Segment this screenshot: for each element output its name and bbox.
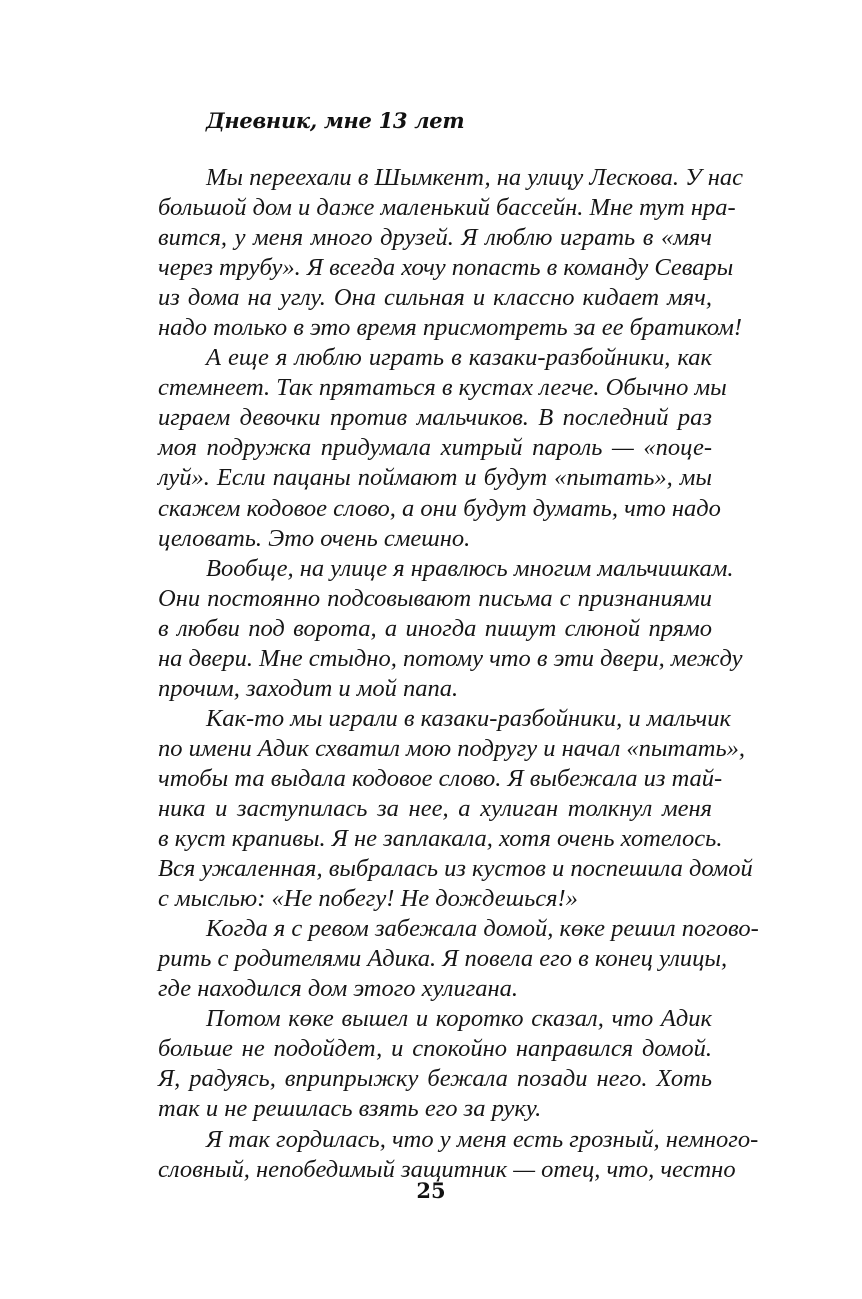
text-line: Вся ужаленная, выбралась из кустов и поспешила домой <box>158 855 753 883</box>
text-line: моя подружка придумала хитрый пароль — «поце- <box>158 434 712 462</box>
text-line: стемнеет. Так прятаться в кустах легче. Обычно мы <box>158 374 727 402</box>
text-line: рить с родителями Адика. Я повела его в конец улицы, <box>158 945 728 973</box>
text-line: Когда я с ревом забежала домой, көке решил погово- <box>206 915 759 943</box>
text-line: так и не решилась взять его за руку. <box>158 1095 542 1123</box>
text-line: А еще я люблю играть в казаки-разбойники, как <box>206 344 712 372</box>
text-line: луй». Если пацаны поймают и будут «пытать», мы <box>158 464 712 492</box>
text-line: вится, у меня много друзей. Я люблю играть в «мяч <box>158 224 712 252</box>
section-title: Дневник, мне 13 лет <box>206 108 465 133</box>
paragraph <box>158 704 753 914</box>
page-number: 25 <box>416 1178 446 1203</box>
text-line: чтобы та выдала кодовое слово. Я выбежала из тай- <box>158 764 723 792</box>
text-line: Как-то мы играли в казаки-разбойники, и мальчик <box>206 704 731 732</box>
text-line: Мы переехали в Шымкент, на улицу Лескова. У нас <box>206 164 744 191</box>
text-line: Потом көке вышел и коротко сказал, что Адик <box>206 1005 712 1033</box>
text-line: надо только в это время присмотреть за ее братиком! <box>158 314 743 342</box>
text-line: словный, непобедимый защитник — отец, что, честно <box>158 1155 736 1183</box>
text-line: Вообще, на улице я нравлюсь многим мальчишкам. <box>206 554 734 582</box>
text-line: Они постоянно подсовывают письма с признаниями <box>158 584 712 612</box>
paragraph <box>158 343 727 553</box>
paragraph <box>158 1004 712 1124</box>
text-line: на двери. Мне стыдно, потому что в эти двери, между <box>158 644 743 672</box>
text-line: из дома на углу. Она сильная и классно кидает мяч, <box>158 284 712 312</box>
text-line: скажем кодовое слово, а они будут думать, что надо <box>158 494 721 522</box>
text-line: большой дом и даже маленький бассейн. Мне тут нра- <box>158 194 736 222</box>
text-line: Я так гордилась, что у меня есть грозный, немного- <box>206 1125 759 1153</box>
text-line: больше не подойдет, и спокойно направился домой. <box>158 1035 712 1063</box>
paragraph <box>158 554 743 704</box>
text-line: ника и заступилась за нее, а хулиган толкнул меня <box>158 794 712 822</box>
text-line: в куст крапивы. Я не заплакала, хотя очень хотелось. <box>158 825 723 853</box>
text-line: по имени Адик схватил мою подругу и начал «пытать», <box>158 734 745 762</box>
body-text <box>158 163 759 1185</box>
text-line: в любви под ворота, а иногда пишут слюной прямо <box>158 614 712 642</box>
text-line: целовать. Это очень смешно. <box>158 524 471 552</box>
paragraph <box>158 914 759 1004</box>
paragraph <box>158 163 744 343</box>
text-line: где находился дом этого хулигана. <box>158 975 519 1003</box>
text-line: играем девочки против мальчиков. В последний раз <box>158 404 712 432</box>
text-line: Я, радуясь, вприпрыжку бежала позади него. Хоть <box>158 1065 712 1093</box>
paragraph <box>158 1125 759 1185</box>
text-line: с мыслью: «Не побегу! Не дождешься!» <box>158 885 578 913</box>
text-line: через трубу». Я всегда хочу попасть в команду Севары <box>158 254 734 282</box>
text-line: прочим, заходит и мой папа. <box>158 674 459 702</box>
